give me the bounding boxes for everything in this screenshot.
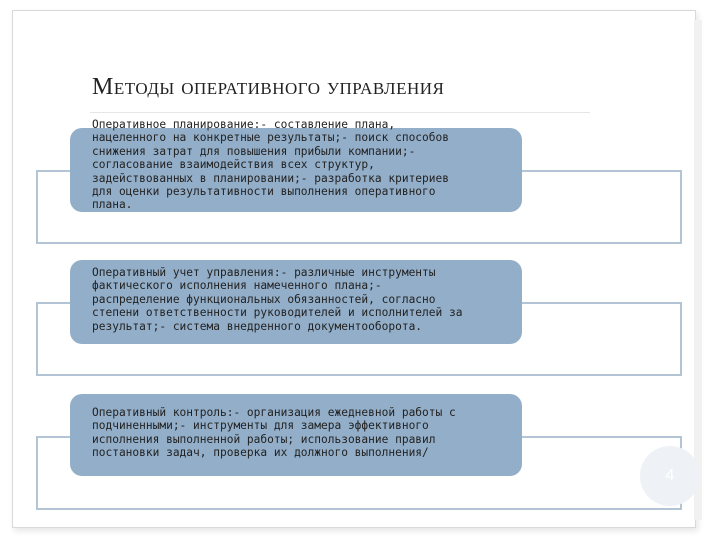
- slide-title: Методы оперативного управления: [92, 74, 445, 100]
- slide-edge-strip: [694, 20, 702, 520]
- item-text-accounting: Оперативный учет управления:- различные инструменты фактического исполнения намеченного плана;- распределение функциональных обязанностей, согласно степени ответственности руководителей и исполнителей за результат;- система внедренного документооборота.: [92, 266, 463, 333]
- item-text-planning: Оперативное планирование:- составление плана, нацеленного на конкретные результаты;- поиск способов снижения затрат для повышения прибыли компании;- согласование взаимодействия всех структур, задействованных в планировании;- разработка критериев для оценки результативности выполнения оперативного плана.: [92, 118, 449, 212]
- title-underline: [90, 112, 590, 113]
- item-text-control: Оперативный контроль:- организация ежедневной работы с подчиненными;- инструменты для замера эффективного исполнения выполненной работы; использование правил постановки задач, проверка их должного выполнения/: [92, 406, 456, 460]
- page-number: 4: [665, 467, 675, 484]
- page-number-badge: [640, 446, 700, 506]
